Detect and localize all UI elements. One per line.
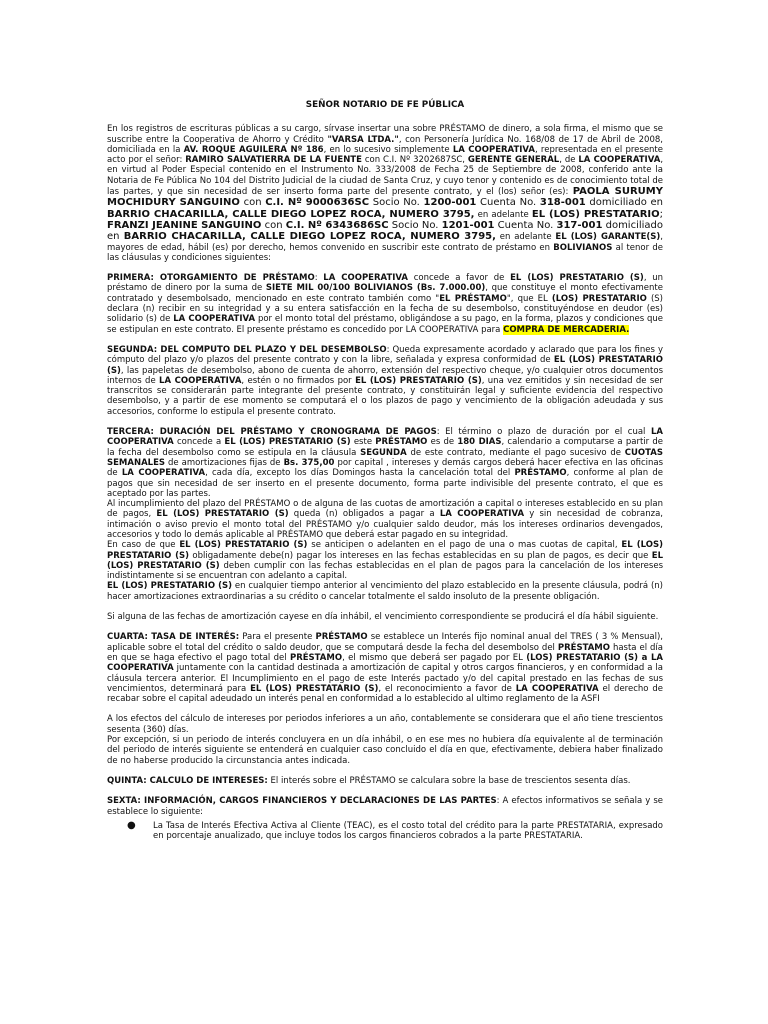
intro-text: en adelante bbox=[474, 209, 532, 220]
clause-text: obligadamente debe(n) pagar los intereses en las fechas establecidas en su plan de pagos, es decir que bbox=[188, 550, 652, 561]
party-term: LA COOPERATIVA bbox=[323, 273, 408, 284]
contract-document bbox=[107, 100, 663, 841]
clause-sexta bbox=[107, 796, 663, 817]
party-term: EL (LOS) PRESTATARIO (S) bbox=[107, 581, 233, 592]
clause-text: el derecho de recabar sobre el capital adeudado un interés penal en conformidad a lo establecido al ultimo reglamento de la ASFI bbox=[107, 683, 664, 705]
intro-text: , mayores de edad, hábil (es) por derecho, hemos convenido en suscribir este contrato de préstamo en bbox=[107, 232, 663, 253]
party-term: EL (LOS) PRESTATARIO (S) bbox=[156, 509, 289, 520]
clause-text: , calendario a computarse a partir de la fecha del desembolso como se estipula en la cláusula bbox=[107, 437, 663, 458]
clause-text: este bbox=[350, 437, 376, 448]
guarantor-id: C.I. Nº 6343686SC bbox=[285, 219, 389, 231]
clause-text: juntamente con la cantidad destinada a amortización de capital y otros cargos financieros, y en conformidad a la cláusula tercera anterior. El Incumplimiento en el pago de este Interés pactado y/o del capital prestado en las fechas de sus vencimientos, determinará para bbox=[107, 663, 663, 694]
clause-tercera-p5: Si alguna de las fechas de amortización cayese en día inhábil, el vencimiento correspondiente se producirá el día hábil siguiente. bbox=[107, 612, 659, 623]
clause-text: Para el presente bbox=[239, 632, 316, 643]
clause-text: : El término o plazo de duración por el cual bbox=[436, 427, 651, 438]
intro-paragraph bbox=[107, 124, 663, 263]
party-term: (LOS) PRESTATARIO (S) a LA COOPERATIVA bbox=[107, 652, 663, 674]
clause-text: , un préstamo de dinero por la suma de bbox=[107, 273, 664, 294]
clause-heading: CUARTA: TASA DE INTERÉS: bbox=[107, 632, 240, 643]
clause-text: (S) declara (n) recibir en su integridad y a su entera satisfacción en la fecha de su desembolso, constituyéndose en deudor (es) solidario (s) de bbox=[107, 293, 663, 325]
party-term: EL PRÉSTAMO bbox=[439, 293, 507, 304]
clause-text: , el mismo que deberá ser pagado por EL bbox=[342, 652, 527, 663]
party-term: PRÉSTAMO bbox=[375, 437, 428, 448]
clause-text: , las papeletas de desembolso, abono de cuenta de ahorro, extensión del respectivo cheque, y/o cualquier otros documentos internos de bbox=[107, 365, 663, 386]
party-term: EL (LOS) PRESTATARIO (S) bbox=[107, 540, 663, 561]
guarantor-account-number: 317-001 bbox=[556, 219, 603, 231]
guarantor-address: BARRIO CHACARILLA, CALLE DIEGO LOPEZ ROCA, NUMERO 3795, bbox=[123, 231, 496, 243]
party-term: EL (LOS) GARANTE(S) bbox=[555, 232, 661, 243]
clause-text: Al incumplimiento del plazo del PRÉSTAMO o de alguna de las cuotas de amortización a capital o intereses establecido en su plan de pagos, bbox=[107, 499, 663, 520]
loan-amount: SIETE MIL 00/100 BOLIVIANOS (Bs. 7.000.00) bbox=[265, 283, 486, 294]
clause-reference: SEGUNDA bbox=[360, 447, 407, 458]
party-term: PRÉSTAMO bbox=[289, 652, 343, 663]
clause-text: de este contrato, mediante el pago sucesivo de bbox=[406, 447, 625, 458]
intro-text: , en virtud al Poder Especial contenido en el Instrumento No. 333/2008 de Fecha 25 de Septiembre de 2008, conferido ante la Notaria de Fe Pública No 104 del Distrito Judicial de la ciudad de Santa Cruz, y cuyo tenor y contenido es de conocimiento total de las partes, y que sin necesidad de ser inserto forma parte del presente contrato, y el (los) señor (es): bbox=[107, 155, 664, 198]
intro-text: Socio No. bbox=[369, 197, 424, 209]
intro-text: en adelante bbox=[495, 232, 556, 243]
intro-text: Socio No. bbox=[388, 219, 442, 231]
clause-text: En caso de que bbox=[107, 540, 180, 551]
guarantor-member-number: 1201-001 bbox=[441, 219, 495, 231]
party-term: PRÉSTAMO bbox=[315, 632, 368, 643]
party-term: LA COOPERATIVA bbox=[439, 509, 525, 520]
loan-term: 180 DIAS bbox=[457, 437, 502, 448]
party-term: EL (LOS) PRESTATARIO (S) bbox=[107, 550, 663, 571]
clause-heading: SEXTA: INFORMACIÓN, CARGOS FINANCIEROS Y DECLARACIONES DE LAS PARTES bbox=[107, 796, 497, 807]
clause-segunda bbox=[107, 345, 663, 417]
representative-role: GERENTE GENERAL bbox=[467, 155, 560, 166]
cooperative-name: "VARSA LTDA." bbox=[327, 134, 399, 145]
installment-amount: Bs. 375,00 bbox=[283, 457, 335, 468]
clause-text: se establece un Interés fijo nominal anual del TRES ( 3 % Mensual), aplicable sobre el total del crédito o saldo deudor, que se computará desde la fecha del desembolso del bbox=[107, 632, 663, 653]
loan-purpose-highlight: COMPRA DE MERCADERIA. bbox=[503, 324, 630, 335]
intro-text: , representada en el presente acto por el señor: bbox=[107, 144, 663, 166]
intro-text: domiciliado en bbox=[107, 219, 664, 243]
clause-tercera bbox=[107, 427, 663, 499]
clause-text: , cada día, excepto los días Domingos hasta la cancelación total del bbox=[205, 468, 515, 479]
clause-text: por el monto total del préstamo, obligándose a su pago, en la forma, plazos y condiciones que se estipulan en este contrato. El presente préstamo es concedido por LA COOPERATIVA para bbox=[107, 314, 664, 335]
clause-text: ", que EL bbox=[506, 293, 552, 304]
borrower-address: BARRIO CHACARILLA, CALLE DIEGO LOPEZ ROCA, NUMERO 3795, bbox=[107, 208, 475, 220]
borrower-name: PAOLA SURUMY MOCHIDURY SANGUINO bbox=[107, 186, 663, 209]
list-item-text: La Tasa de Interés Efectiva Activa al Cliente (TEAC), es el costo total del crédito para la parte PRESTATARIA, expresado en porcentaje anualizado, que incluye todos los cargos financieros cobrados a la parte PRESTATARIA. bbox=[153, 820, 663, 842]
clause-text: por capital , intereses y demás cargos deberá hacer efectiva en las oficinas de bbox=[107, 457, 664, 479]
borrower-account-number: 318-001 bbox=[539, 197, 586, 209]
clause-text: se anticipen o adelanten en el pago de una o mas cuotas de capital, bbox=[307, 540, 622, 551]
intro-text: con bbox=[261, 219, 286, 231]
clause-text: es de bbox=[427, 437, 458, 448]
intro-text: Cuenta No. bbox=[494, 219, 557, 231]
party-term: PRÉSTAMO bbox=[514, 468, 567, 479]
party-term: EL (LOS) PRESTATARIO (S) bbox=[510, 273, 644, 284]
clause-text: queda (n) obligados a pagar a bbox=[288, 509, 440, 520]
clause-text: : bbox=[314, 273, 324, 284]
clause-heading: TERCERA: DURACIÓN DEL PRÉSTAMO Y CRONOGRAMA DE PAGOS bbox=[107, 427, 437, 438]
clause-quinta bbox=[107, 776, 663, 786]
clause-text: , estén o no firmados por bbox=[241, 375, 356, 386]
clause-text: deben cumplir con las fechas establecidas en el plan de pagos para la cancelación de los intereses indistintamente si se encuentran con adelanto a capital. bbox=[107, 560, 663, 582]
clause-text: concede a favor de bbox=[407, 273, 511, 284]
party-term: LA COOPERATIVA bbox=[121, 468, 206, 479]
intro-text: Cuenta No. bbox=[476, 197, 540, 209]
party-term: (LOS) PRESTATARIO bbox=[551, 293, 647, 304]
clause-text: de amortizaciones fijas de bbox=[165, 457, 284, 468]
representative-name: RAMIRO SALVATIERRA DE LA FUENTE bbox=[185, 155, 362, 166]
intro-text: , en lo sucesivo simplemente bbox=[323, 144, 453, 155]
list-item bbox=[107, 821, 663, 842]
clause-tercera-p4 bbox=[107, 581, 663, 602]
party-term: EL (LOS) PRESTATARIO (S) bbox=[107, 355, 663, 376]
document-title: SEÑOR NOTARIO DE FE PÚBLICA bbox=[305, 100, 465, 110]
party-term: LA COOPERATIVA bbox=[578, 155, 661, 166]
clause-text: en cualquier tiempo anterior al vencimiento del plazo establecido en la presente cláusula, podrá (n) hacer amortizaciones extraordinarias a su crédito o cancelar totalmente el saldo insoluto de la presente obligación. bbox=[107, 581, 663, 602]
payment-frequency: CUOTAS SEMANALES bbox=[107, 447, 664, 468]
party-term: LA COOPERATIVA bbox=[173, 314, 256, 325]
clause-tercera-p2 bbox=[107, 499, 663, 540]
intro-text: , con Personería Jurídica No. 168/08 de 17 de Abril de 2008, domiciliada en la bbox=[107, 134, 663, 155]
party-term: LA COOPERATIVA bbox=[107, 427, 663, 448]
clause-text: , conforme al plan de pagos que sin necesidad de ser inserto en el presente documento, forma parte indivisible del presente contrato, el que es aceptado por las partes. bbox=[107, 468, 663, 499]
clause-text: : Queda expresamente acordado y aclarado que para los fines y cómputo del plazo y/o plazos del presente contrato y con la libre, señalada y expresa conformidad de bbox=[107, 344, 663, 366]
clause-text: , el reconocimiento a favor de bbox=[378, 683, 516, 694]
clause-cuarta-p2: A los efectos del cálculo de intereses por periodos inferiores a un año, contablemente se considerara que el año tiene trescientos sesenta (360) días. bbox=[107, 714, 663, 735]
intro-text: con C.I. Nº 3202687SC, bbox=[361, 155, 468, 166]
clause-text: hasta el día en que se haga efectivo el pago total del bbox=[107, 642, 663, 663]
party-term: EL (LOS) PRESTATARIO (S) bbox=[179, 540, 308, 551]
bullet-icon: ● bbox=[127, 819, 136, 831]
clause-cuarta bbox=[107, 632, 663, 704]
sexta-list bbox=[107, 821, 663, 842]
party-term: EL (LOS) PRESTATARIO (S) bbox=[224, 437, 351, 448]
clause-text: El interés sobre el PRÉSTAMO se calculara sobre la base de trescientos sesenta días. bbox=[267, 775, 631, 786]
clause-heading: SEGUNDA: DEL COMPUTO DEL PLAZO Y DEL DESEMBOLSO bbox=[107, 344, 387, 355]
clause-primera bbox=[107, 273, 663, 335]
party-term: EL (LOS) PRESTATARIO (S) bbox=[250, 683, 379, 694]
party-term: PRÉSTAMO bbox=[557, 642, 610, 653]
clause-cuarta-p3: Por excepción, si un periodo de interés concluyera en un día inhábil, o en ese mes no hubiera día equivalente al de terminación del periodo de interés siguiente se entenderá en cualquier caso concluido el día en que, efectivamente, debiera haber finalizado de no haberse producido la circunstancia antes indicada. bbox=[107, 735, 663, 766]
clause-heading: QUINTA: CALCULO DE INTERESES: bbox=[107, 775, 268, 786]
clause-text: : A efectos informativos se señala y se establece lo siguiente: bbox=[107, 796, 663, 817]
intro-text: domiciliado en bbox=[585, 197, 664, 209]
clause-heading: PRIMERA: OTORGAMIENTO DE PRÉSTAMO bbox=[107, 273, 315, 284]
party-term: EL (LOS) PRESTATARIO bbox=[531, 208, 660, 220]
intro-text: ; bbox=[659, 208, 664, 220]
party-term: LA COOPERATIVA bbox=[515, 683, 599, 694]
borrower-id: C.I. Nº 9000636SC bbox=[265, 197, 370, 209]
currency: BOLIVIANOS bbox=[553, 242, 613, 253]
party-term: EL (LOS) PRESTATARIO (S) bbox=[355, 375, 482, 386]
guarantor-name: FRANZI JEANINE SANGUINO bbox=[107, 219, 262, 231]
cooperative-address: AV. ROQUE AGUILERA Nº 186 bbox=[183, 144, 324, 155]
clause-text: , una vez emitidos y sin necesidad de ser transcritos se considerarán parte integrante del presente contrato, y constituirán legal y suficiente evidencia del respectivo desembolso, y a partir de ese momento se computará el o los plazos de pago y vencimiento de la obligación adeudada y sus accesorios, conforme lo estipula el presente contrato. bbox=[107, 375, 663, 417]
borrower-member-number: 1200-001 bbox=[423, 197, 477, 209]
clause-text: , que constituye el monto efectivamente contratado y desembolsado, mencionado en este contrato también como " bbox=[107, 283, 663, 304]
intro-text: En los registros de escrituras públicas a su cargo, sírvase insertar una sobre PRÉSTAMO de dinero, a sola firma, el mismo que se suscribe entre la Cooperativa de Ahorro y Crédito bbox=[107, 124, 663, 145]
party-term: LA COOPERATIVA bbox=[452, 144, 536, 155]
intro-text: , de bbox=[559, 155, 579, 166]
clause-tercera-p3 bbox=[107, 540, 663, 581]
intro-text: al tenor de las cláusulas y condiciones siguientes: bbox=[107, 242, 663, 263]
party-term: LA COOPERATIVA bbox=[159, 375, 242, 386]
clause-text: concede a bbox=[173, 437, 225, 448]
intro-text: con bbox=[239, 197, 266, 209]
clause-text: y sin necesidad de cobranza, intimación o aviso previo el monto total del PRÉSTAMO y/o cualquier saldo deudor, más los intereses ordinarios devengados, accesorios y todo lo demás aplicable al PRÉSTAMO que deberá estar pagado en su integridad. bbox=[107, 509, 663, 540]
